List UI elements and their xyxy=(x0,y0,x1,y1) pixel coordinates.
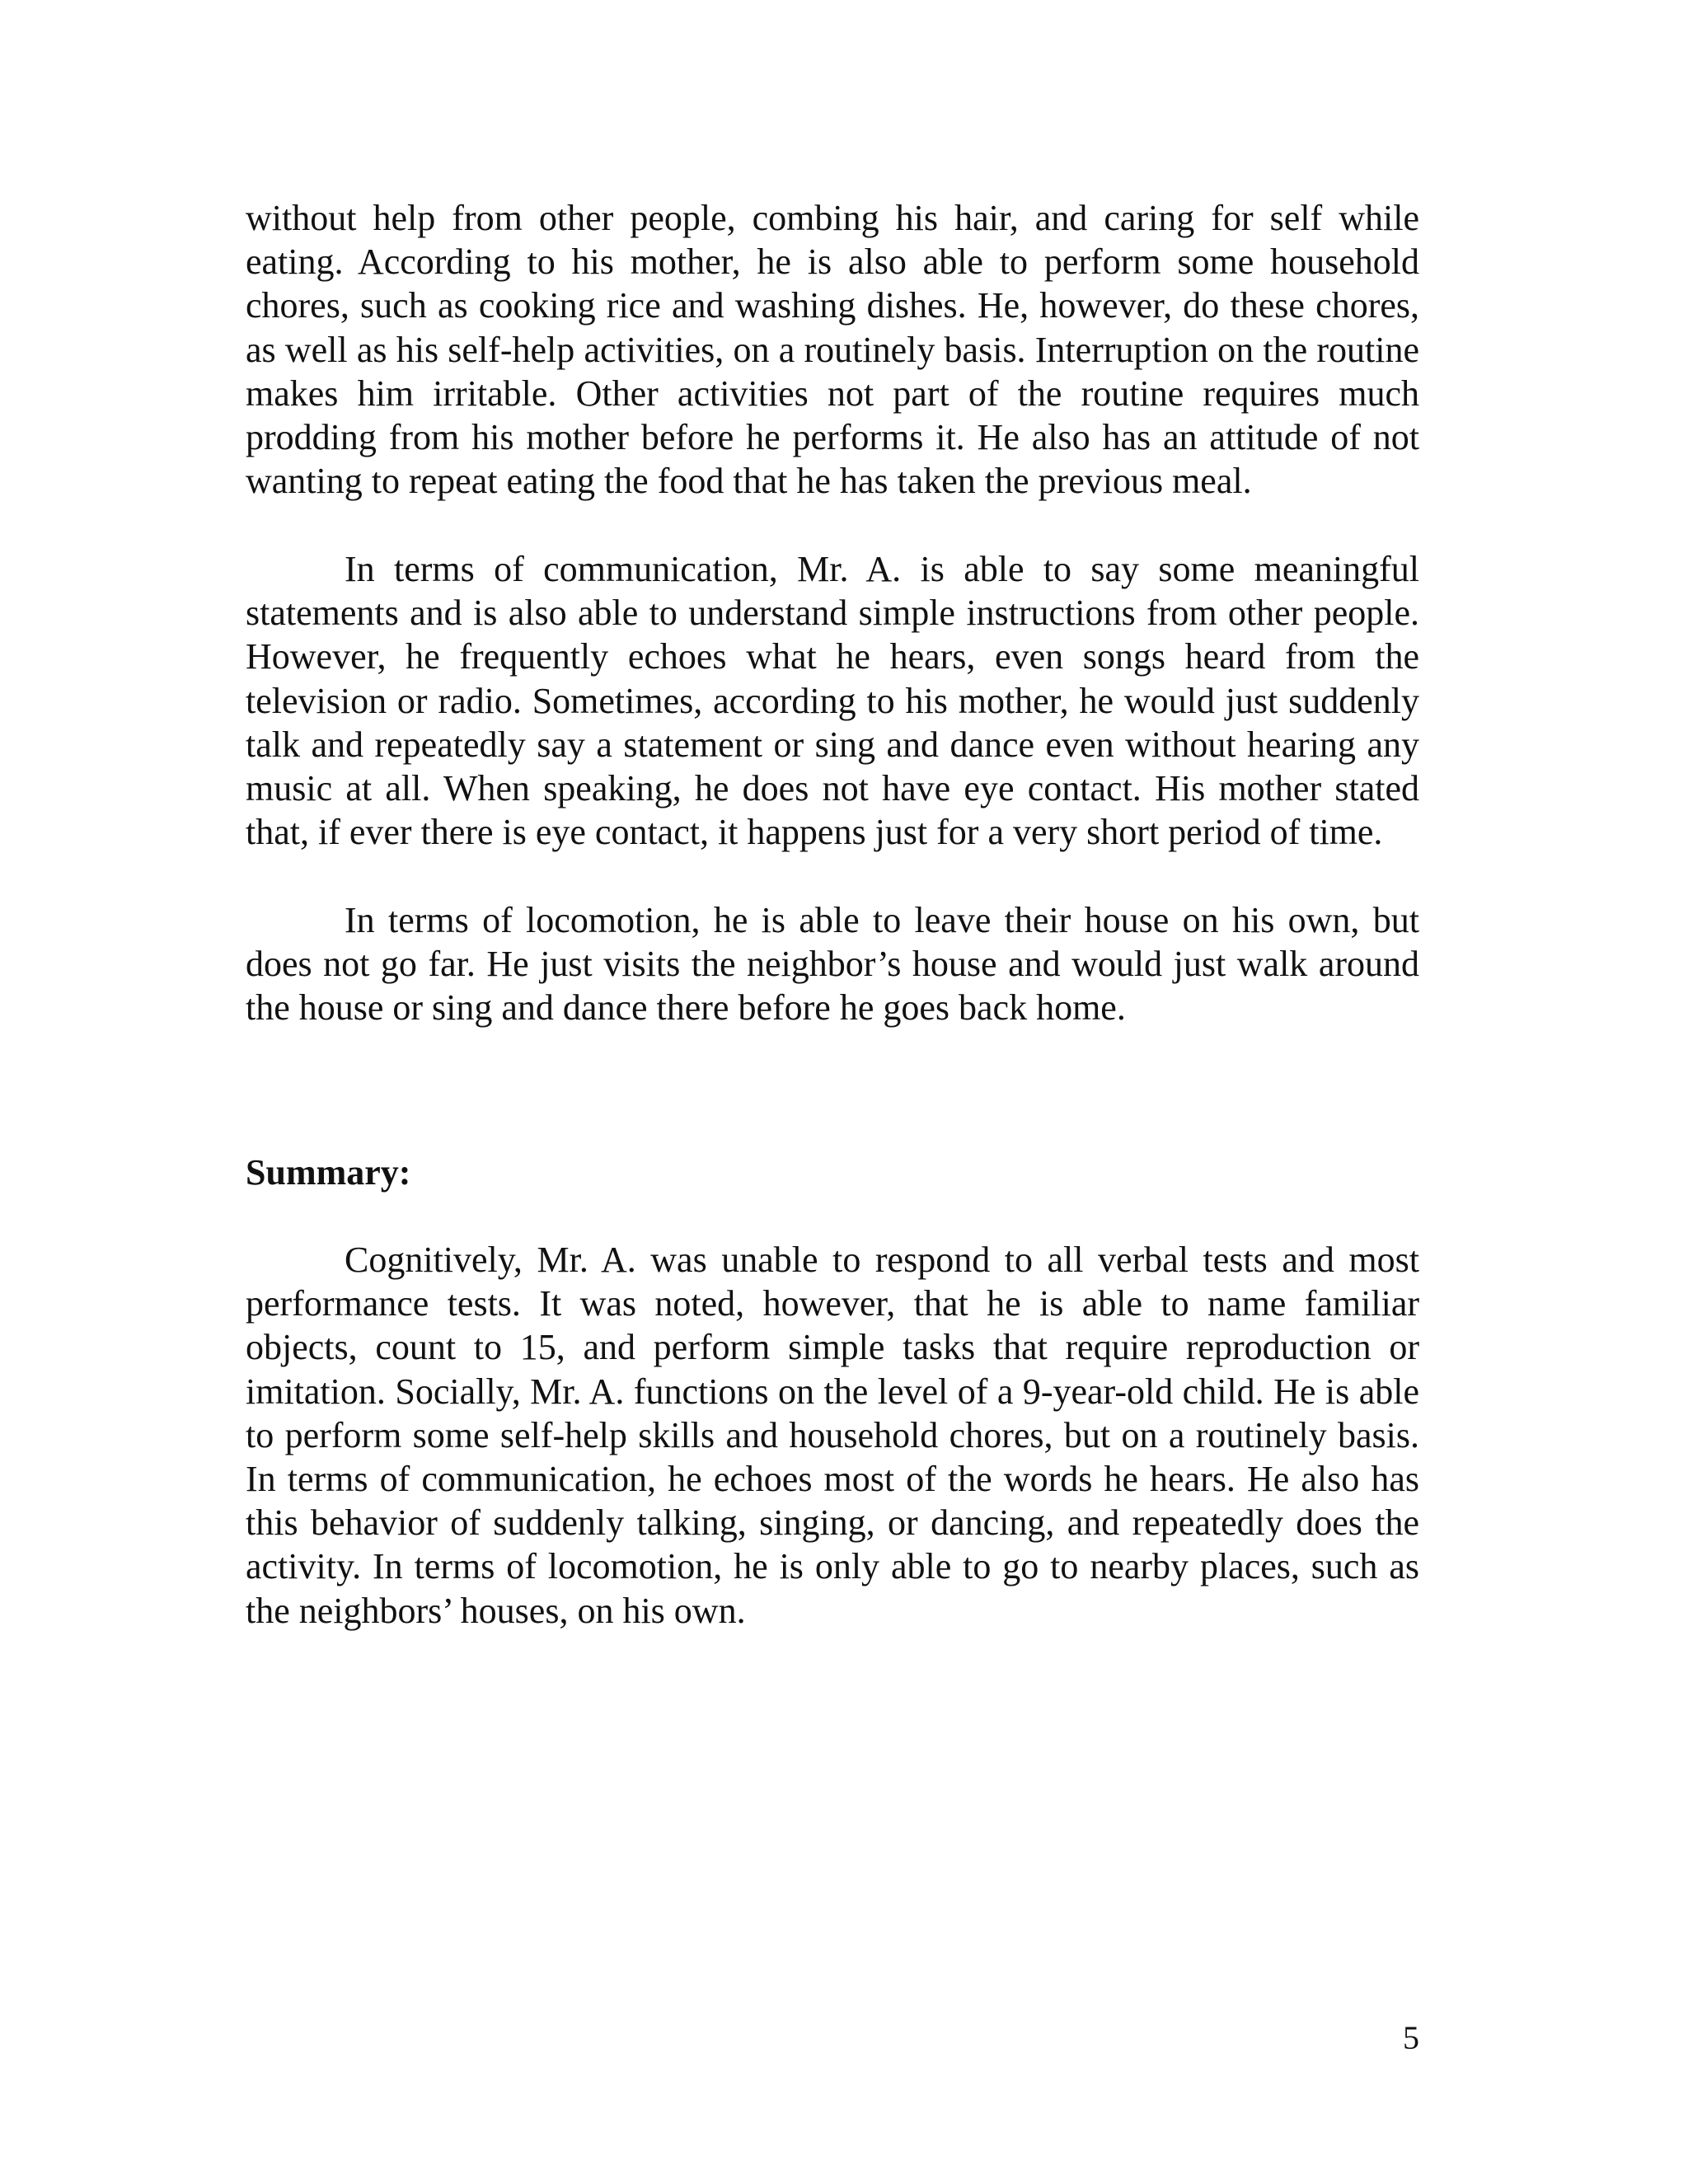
paragraph-summary: Cognitively, Mr. A. was unable to respond to all verbal tests and most performance tests. It was noted, however, that he is able to name familiar objects, count to 15, and perform simple tasks that require reproduction or imitation. Socially, Mr. A. functions on the level of a 9-year-old child. He is able to perform some self-help skills and household chores, but on a routinely basis. In terms of communication, he echoes most of the words he hears. He also has this behavior of suddenly talking, singing, or dancing, and repeatedly does the activity. In terms of locomotion, he is only able to go to nearby places, such as the neighbors’ houses, on his own. xyxy=(246,1240,1419,1631)
paragraph-communication: In terms of communication, Mr. A. is able to say some meaningful statements and is also able to understand simple instructions from other people. However, he frequently echoes what he hears, even songs heard from the television or radio. Sometimes, according to his mother, he would just suddenly talk and repeatedly say a statement or sing and dance even without hearing any music at all. When speaking, he does not have eye contact. His mother stated that, if ever there is eye contact, it happens just for a very short period of time. xyxy=(246,549,1419,853)
paragraph-locomotion: In terms of locomotion, he is able to leave their house on his own, but does not go far. He just visits the neighbor’s house and would just walk around the house or sing and dance there before he goes back home. xyxy=(246,900,1419,1029)
summary-heading: Summary: xyxy=(246,1152,411,1193)
page-number: 5 xyxy=(1403,2019,1419,2056)
paragraph-self-help-continued: without help from other people, combing his hair, and caring for self while eating. According to his mother, he is also able to perform some household chores, such as cooking rice and washing dishes. He, however, do these chores, as well as his self-help activities, on a routinely basis. Interruption on the routine makes him irritable. Other activities not part of the routine requires much prodding from his mother before he performs it. He also has an attitude of not wanting to repeat eating the food that he has taken the previous meal. xyxy=(246,198,1419,502)
